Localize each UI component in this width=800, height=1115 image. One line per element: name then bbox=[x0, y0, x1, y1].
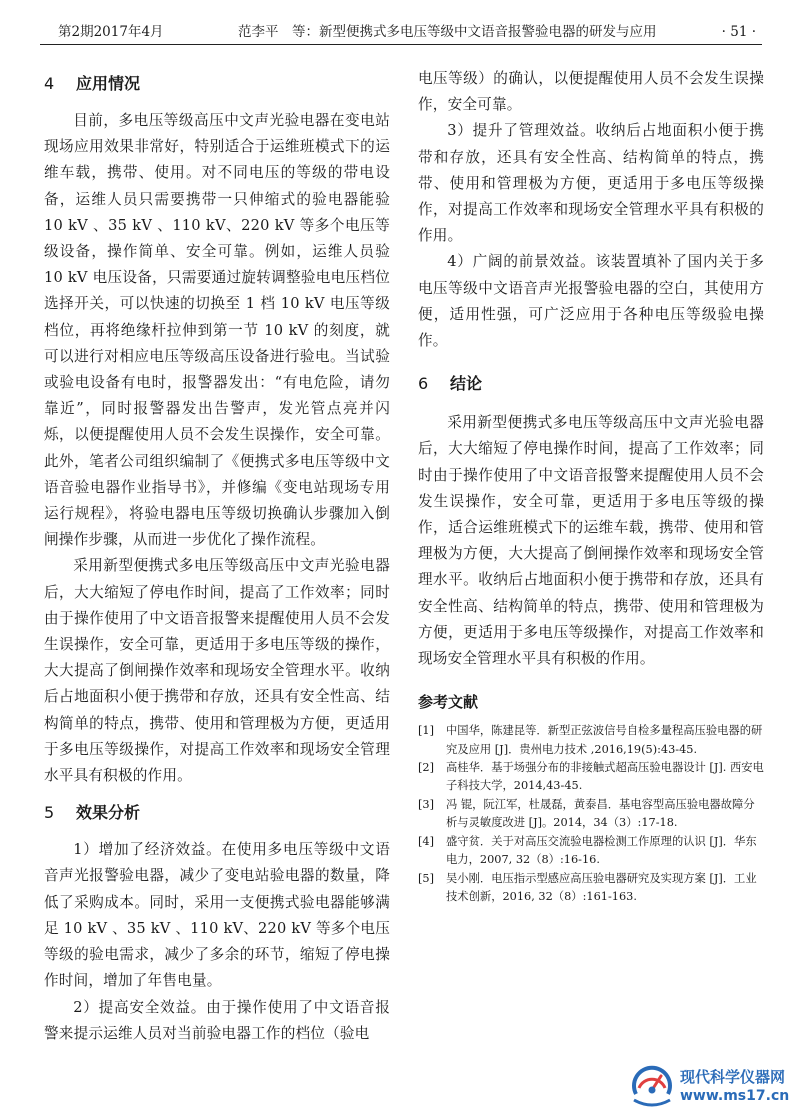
section-4-paragraph-1: 目前，多电压等级高压中文声光验电器在变电站现场应用效果非常好，特别适合于运维班模式下的运维车载，携带、使用。对不同电压的等级的带电设备，运维人员只需要携带一只伸缩式的验电器能验 10 kV 、35 kV 、110 kV、220 kV 等多个电压等级设备，操作简单、安全可靠。例如，运维人员验 10 kV 电压设备，只需要通过旋转调整验电电压档位选择开关，可以快速的切换至 1 档 10 kV 电压等级档位，再将绝缘杆拉伸到第一节 10 kV 的刻度，就可以进行对相应电压等级高压设备进行验电。当试验或验电设备有电时，报警器发出：“有电危险，请勿靠近”，同时报警器发出告警声，发光管点亮并闪烁，以便提醒使用人员不会发生误操作，安全可靠。此外，笔者公司组织编制了《便携式多电压等级中文语音验电器作业指导书》，并修编《变电站现场专用运行规程》，将验电器电压等级切换确认步骤加入倒闸操作步骤，从而进一步优化了操作流程。 bbox=[44, 112, 390, 549]
reference-item bbox=[418, 759, 764, 796]
section-4-number: 4 bbox=[44, 74, 55, 93]
section-5-paragraph-3: 3）提升了管理效益。收纳后占地面积小便于携带和存放，还具有安全性高、结构简单的特点，携带、使用和管理极为方便，更适用于多电压等级操作，对提高工作效率和现场安全管理水平具有积极的作用。 bbox=[418, 122, 764, 245]
reference-item bbox=[418, 870, 764, 907]
reference-number: [5] bbox=[418, 871, 435, 885]
reference-text: 中国华，陈建昆等．新型正弦波信号自检多量程高压验电器的研究及应用 [J]．贵州电力技术 ,2016,19(5):43-45. bbox=[446, 724, 763, 756]
watermark-site-url: www.ms17.cn bbox=[680, 1088, 790, 1104]
section-5-paragraph-1: 1）增加了经济效益。在使用多电压等级中文语音声光报警验电器，减少了变电站验电器的数量，降低了采购成本。同时，采用一支便携式验电器能够满足 10 kV 、35 kV 、110 kV、220 kV 等多个电压等级的验电需求，减少了多余的环节，缩短了停电操作时间，增加了年售电量。 bbox=[44, 841, 390, 990]
section-4-heading bbox=[44, 74, 390, 94]
section-5-title: 效果分析 bbox=[76, 803, 141, 823]
section-5-paragraph-2-start: 2）提高安全效益。由于操作使用了中文语音报警来提示运维人员对当前验电器工作的档位（验电 bbox=[44, 998, 390, 1042]
watermark bbox=[630, 1060, 800, 1115]
reference-number: [4] bbox=[418, 834, 435, 848]
reference-number: [1] bbox=[418, 724, 435, 738]
section-6-heading bbox=[418, 374, 764, 394]
watermark-site-name: 现代科学仪器网 bbox=[680, 1068, 786, 1086]
reference-item bbox=[418, 796, 764, 833]
reference-number: [2] bbox=[418, 761, 435, 775]
reference-text: 盛守贫．关于对高压交流验电器检测工作原理的认识 [J]．华东电力，2007, 32（8）:16-16. bbox=[446, 834, 757, 867]
section-4-paragraph-2: 采用新型便携式多电压等级高压中文声光验电器后，大大缩短了停电作时间，提高了工作效率；同时由于操作使用了中文语音报警来提醒使用人员不会发生误操作，安全可靠，更适用于多电压等级的操作，大大提高了倒闸操作效率和现场安全管理水平。收纳后占地面积小便于携带和存放，还具有安全性高、结构简单的特点，携带、使用和管理极为方便，更适用于多电压等级操作，对提高工作效率和现场安全管理水平具有积极的作用。 bbox=[44, 557, 390, 785]
section-5-paragraph-4: 4）广阔的前景效益。该装置填补了国内关于多电压等级中文语音声光报警验电器的空白，其使用方便，适用性强，可广泛应用于各种电压等级验电操作。 bbox=[418, 253, 764, 350]
section-4-title: 应用情况 bbox=[76, 74, 141, 93]
reference-text: 吴小刚．电压指示型感应高压验电器研究及实现方案 [J]．工业技术创新，2016, 32（8）:161-163. bbox=[446, 871, 757, 903]
section-5-paragraph-2-end: 电压等级）的确认，以便提醒使用人员不会发生误操作，安全可靠。 bbox=[418, 70, 764, 114]
left-column bbox=[44, 64, 390, 1047]
reference-text: 冯 锟，阮江军，杜晟磊，黄泰昌．基电容型高压验电器故障分析与灵敏度改进 [J]。2014，34（3）:17-18. bbox=[446, 797, 755, 830]
issue-date: 第2期2017年4月 bbox=[58, 24, 164, 40]
page-number: · 51 · bbox=[721, 24, 756, 40]
section-6-number: 6 bbox=[418, 374, 429, 394]
section-5-number: 5 bbox=[44, 803, 55, 823]
running-header bbox=[40, 22, 762, 45]
reference-number: [3] bbox=[418, 797, 435, 811]
section-5-heading bbox=[44, 803, 390, 823]
section-6-paragraph-1: 采用新型便携式多电压等级高压中文声光验电器后，大大缩短了停电操作时间，提高了工作效率；同时由于操作使用了中文语音报警来提醒使用人员不会发生误操作，安全可靠，更适用于多电压等级的操作，适合运维班模式下的运维车载，携带、使用和管理极为方便，大大提高了倒闸操作效率和现场安全管理水平。收纳后占地面积小便于携带和存放，还具有安全性高、结构简单的特点，携带、使用和管理极为方便，更适用于多电压等级操作，对提高工作效率和现场安全管理水平具有积极的作用。 bbox=[418, 414, 764, 668]
reference-list bbox=[418, 722, 764, 906]
section-6-title: 结论 bbox=[450, 374, 483, 394]
reference-text: 高桂华．基于场强分布的非接触式超高压验电器设计 [J]. 西安电子科技大学，2014,43-45. bbox=[446, 761, 764, 793]
gauge-logo-icon bbox=[630, 1060, 674, 1110]
right-column bbox=[418, 66, 764, 906]
references-heading: 参考文献 bbox=[418, 693, 479, 712]
reference-item bbox=[418, 722, 764, 759]
running-title: 范李平 等：新型便携式多电压等级中文语音报警验电器的研发与应用 bbox=[238, 24, 657, 40]
reference-item bbox=[418, 833, 764, 870]
